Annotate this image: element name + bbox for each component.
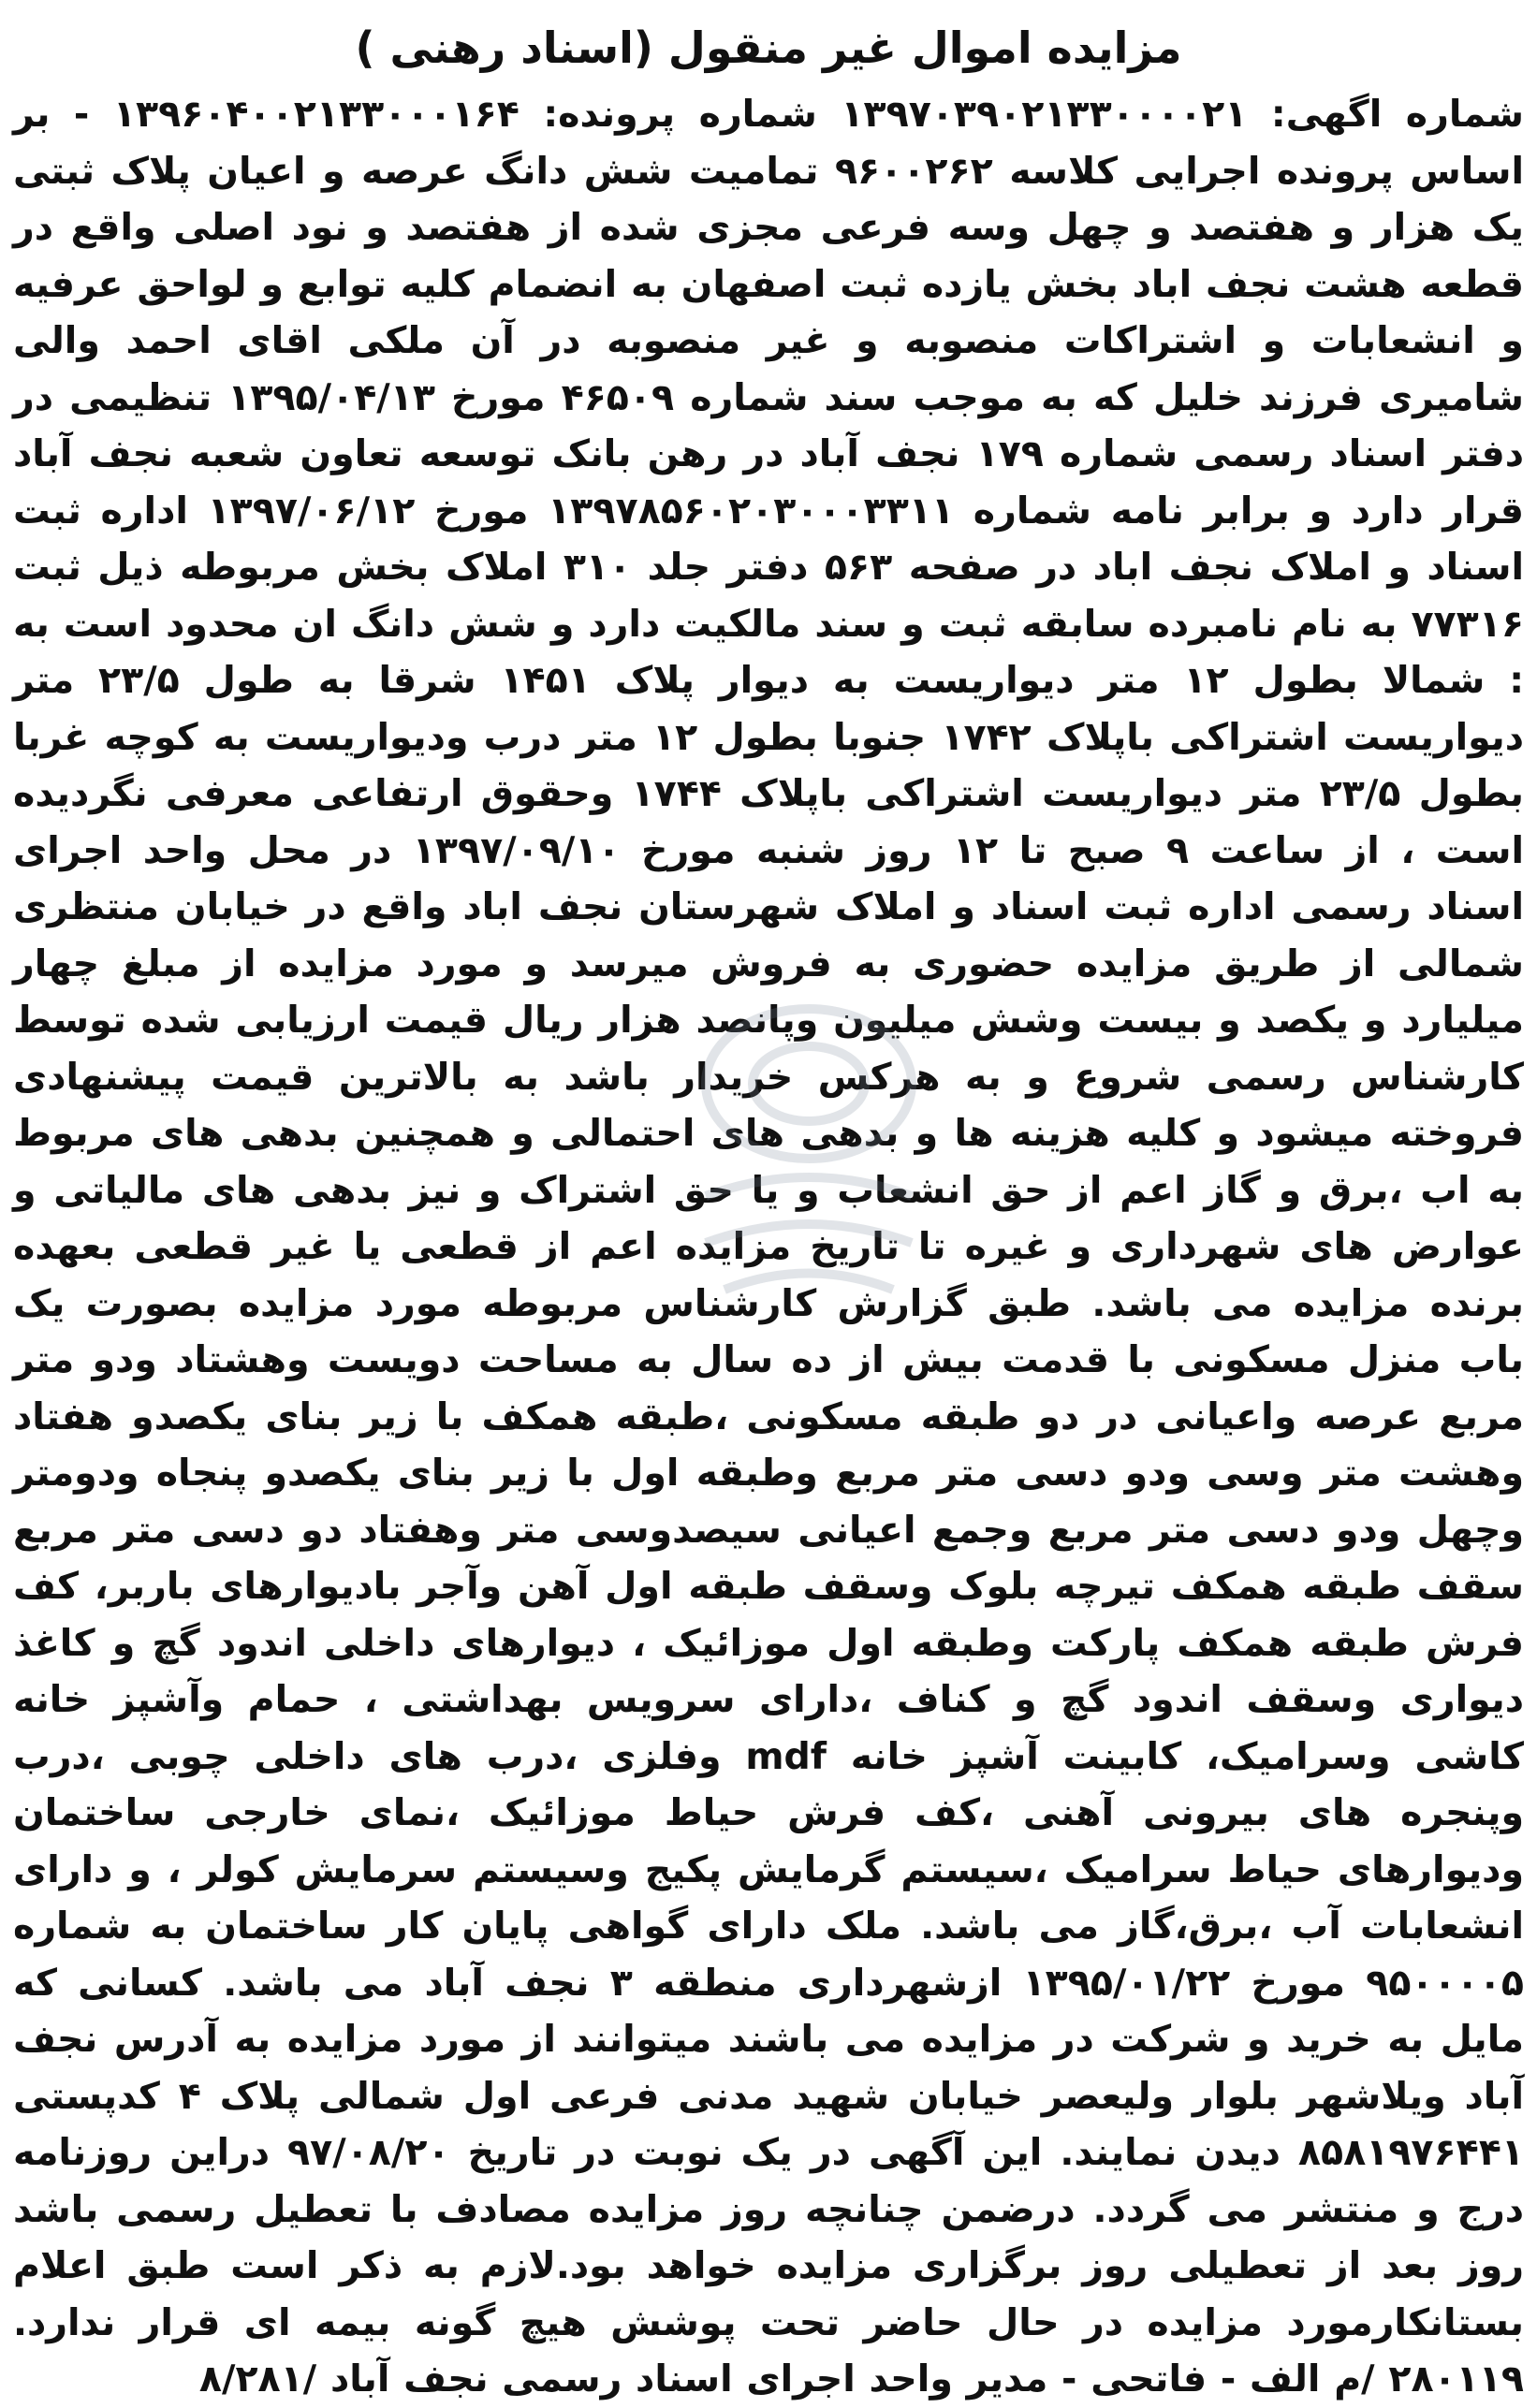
notice-title: مزایده اموال غیر منقول (اسناد رهنی ) bbox=[355, 22, 1182, 73]
notice-body: شماره اگهی: ۱۳۹۷۰۳۹۰۲۱۳۳۰۰۰۰۲۱ شماره پرونده: ۱۳۹۶۰۴۰۰۲۱۳۳۰۰۰۱۶۴ - بر اساس پرونده اجرایی کلاسه ۹۶۰۰۲۶۲ تمامیت شش دانگ عرصه و اعیان پلاک ثبتی یک هزار و هفتصد و چهل وسه فرعی مجزی شده از هفتصد و نود اصلی واقع در قطعه هشت نجف اباد بخش یازده ثبت اصفهان به انضمام کلیه توابع و لواحق عرفیه و انشعابات و اشتراکات منصوبه و غیر منصوبه در آن ملکی اقای احمد والی شامیری فرزند خلیل که به موجب سند شماره ۴۶۵۰۹ مورخ ۱۳۹۵/۰۴/۱۳ تنظیمی در دفتر اسناد رسمی شماره ۱۷۹ نجف آباد در رهن بانک توسعه تعاون شعبه نجف آباد قرار دارد و برابر نامه شماره ۱۳۹۷۸۵۶۰۲۰۳۰۰۰۳۳۱۱ مورخ ۱۳۹۷/۰۶/۱۲ اداره ثبت اسناد و املاک نجف اباد در صفحه ۵۶۳ دفتر جلد ۳۱۰ املاک بخش مربوطه ذیل ثبت ۷۷۳۱۶ به نام نامبرده سابقه ثبت و سند مالکیت دارد و شش دانگ ان محدود است به : شمالا بطول ۱۲ متر دیواریست به دیوار پلاک ۱۴۵۱ شرقا به طول ۲۳/۵ متر دیواریست اشتراکی باپلاک ۱۷۴۲ جنوبا بطول ۱۲ متر درب ودیواریست به کوچه غربا بطول ۲۳/۵ متر دیواریست اشتراکی باپلاک ۱۷۴۴ وحقوق ارتفاعی معرفی نگردیده است ، از ساعت ۹ صبح تا ۱۲ روز شنبه مورخ ۱۳۹۷/۰۹/۱۰ در محل واحد اجرای اسناد رسمی اداره ثبت اسناد و املاک شهرستان نجف اباد واقع در خیابان منتظری شمالی از طریق مزایده حضوری به فروش میرسد و مورد مزایده از مبلغ چهار میلیارد و یکصد و بیست وشش میلیون وپانصد هزار ریال قیمت ارزیابی شده توسط کارشناس رسمی شروع و به هرکس خریدار باشد به بالاترین قیمت پیشنهادی فروخته میشود و کلیه هزینه ها و بدهی های احتمالی و همچنین بدهی های مربوط به اب ،برق و گاز اعم از حق انشعاب و یا حق اشتراک و نیز بدهی های مالیاتی و عوارض های شهرداری و غیره تا تاریخ مزایده اعم از قطعی یا غیر قطعی بعهده برنده مزایده می باشد. طبق گزارش کارشناس مربوطه مورد مزایده بصورت یک باب منزل مسکونی با قدمت بیش از ده سال به مساحت دویست وهشتاد ودو متر مربع عرصه واعیانی در دو طبقه مسکونی ،طبقه همکف با زیر بنای یکصدو هفتاد وهشت متر وسی ودو دسی متر مربع وطبقه اول با زیر بنای یکصدو پنجاه ودومتر وچهل ودو دسی متر مربع وجمع اعیانی سیصدوسی متر وهفتاد دو دسی متر مربع سقف طبقه همکف تیرچه بلوک وسقف طبقه اول آهن وآجر بادیوارهای باربر، کف فرش طبقه همکف پارکت وطبقه اول موزائیک ، دیوارهای داخلی اندود گچ و کاغذ دیواری وسقف اندود گچ و کناف ،دارای سرویس بهداشتی ، حمام وآشپز خانه کاشی وسرامیک، کابینت آشپز خانه mdf وفلزی ،درب های داخلی چوبی ،درب وپنجره های بیرونی آهنی ،کف فرش حیاط موزائیک ،نمای خارجی ساختمان ودیوارهای حیاط سرامیک ،سیستم گرمایش پکیج وسیستم سرمایش کولر ، و دارای انشعابات آب ،برق،گاز می باشد. ملک دارای گواهی پایان کار ساختمان به شماره ۹۵۰۰۰۰۵ مورخ ۱۳۹۵/۰۱/۲۲ ازشهرداری منطقه ۳ نجف آباد می باشد. کسانی که مایل به خرید و شرکت در مزایده می باشند میتوانند از مورد مزایده به آدرس نجف آباد ویلاشهر بلوار ولیعصر خیابان شهید مدنی فرعی اول شمالی پلاک ۴ کدپستی ۸۵۸۱۹۷۶۴۴۱ دیدن نمایند. این آگهی در یک نوبت در تاریخ ۹۷/۰۸/۲۰ دراین روزنامه درج و منتشر می گردد. درضمن چنانچه روز مزایده مصادف با تعطیل رسمی باشد روز بعد از تعطیلی روز برگزاری مزایده خواهد بود.لازم به ذکر است طبق اعلام بستانکارمورد مزایده در حال حاضر تحت پوشش هیچ گونه بیمه ای قرار ندارد. ۲۸۰۱۱۹ /م الف - فاتحی - مدیر واحد اجرای اسناد رسمی نجف آباد /۸/۲۸۱ bbox=[13, 93, 1525, 2401]
auction-notice bbox=[13, 17, 1525, 2401]
